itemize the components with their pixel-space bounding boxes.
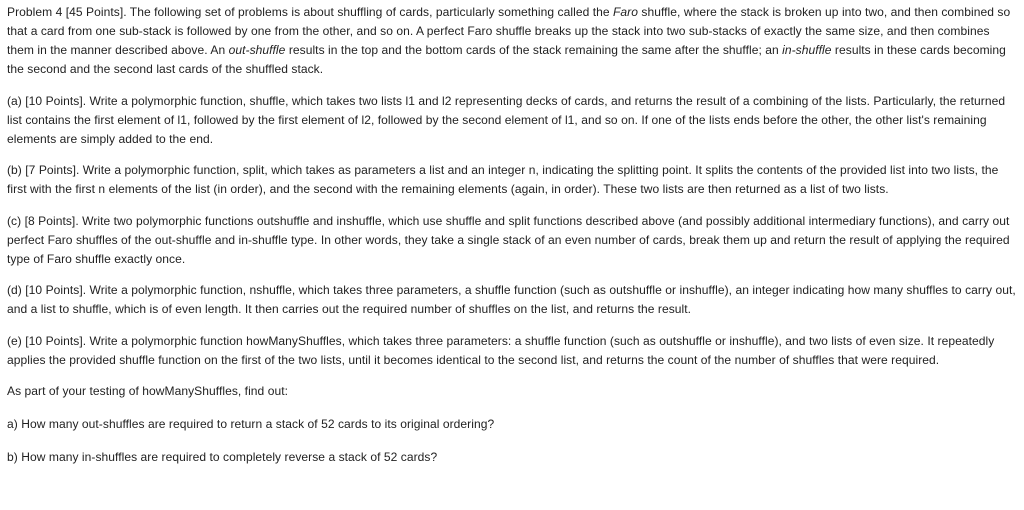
problem-intro-text-4: results in these cards becoming the second and the second last cards of the shuffled stack. (7, 43, 1006, 76)
out-shuffle-term: out-shuffle (228, 43, 286, 57)
problem-intro-text-2: shuffle, where the stack is broken up into two, and then combined so that a card from one sub-stack is followed by one from the other, and so on. A perfect Faro shuffle breaks up the stack into two sub-stacks of exactly the same size, and then combines them in the manner described above. An (7, 5, 1011, 57)
problem-heading: Problem 4 [45 Points]. (7, 5, 127, 19)
faro-term: Faro (613, 5, 638, 19)
part-d-paragraph: (d) [10 Points]. Write a polymorphic function, nshuffle, which takes three parameters, a shuffle function (such as outshuffle or inshuffle), an integer indicating how many shuffles to carry out, and a list to shuffle, which is of even length. It then carries out the required number of shuffles on the list, and returns the result. (7, 283, 1016, 316)
problem-intro-text-3: results in the top and the bottom cards of the stack remaining the same after the shuffle; an (285, 43, 783, 57)
testing-question-b: b) How many in-shuffles are required to completely reverse a stack of 52 cards? (7, 450, 438, 464)
part-e-paragraph: (e) [10 Points]. Write a polymorphic function howManyShuffles, which takes three parameters: a shuffle function (such as outshuffle or inshuffle), and two lists of even size. It repeatedly applies the provided shuffle function on the first of the two lists, until it becomes identical to the second list, and returns the count of the number of shuffles that were required. (7, 333, 995, 367)
problem-intro-paragraph (7, 3, 1019, 79)
problem-document (7, 3, 1019, 480)
part-c-paragraph: (c) [8 Points]. Write two polymorphic functions outshuffle and inshuffle, which use shuffle and split functions described above (and possibly additional intermediary functions), and carry out perfect Faro shuffles of the out-shuffle and in-shuffle type. In other words, they take a single stack of an even number of cards, break them up and return the result of applying the required type of Faro shuffle exactly once. (7, 213, 1010, 266)
testing-intro: As part of your testing of howManyShuffles, find out: (7, 384, 288, 398)
testing-question-a: a) How many out-shuffles are required to return a stack of 52 cards to its original ordering? (7, 417, 495, 431)
in-shuffle-term: in-shuffle (782, 43, 832, 57)
problem-intro-text-1: The following set of problems is about shuffling of cards, particularly something called the (126, 5, 614, 19)
part-a-paragraph: (a) [10 Points]. Write a polymorphic function, shuffle, which takes two lists l1 and l2 representing decks of cards, and returns the result of a combining of the lists. Particularly, the returned list contains the first element of l1, followed by the first element of l2, followed by the second element of l1, and so on. If one of the lists ends before the other, the other list's remaining elements are simply added to the end. (7, 93, 1006, 146)
part-b-paragraph: (b) [7 Points]. Write a polymorphic function, split, which takes as parameters a list and an integer n, indicating the splitting point. It splits the contents of the provided list into two lists, the first with the first n elements of the list (in order), and the second with the remaining elements (again, in order). These two lists are then returned as a list of two lists. (7, 163, 999, 196)
